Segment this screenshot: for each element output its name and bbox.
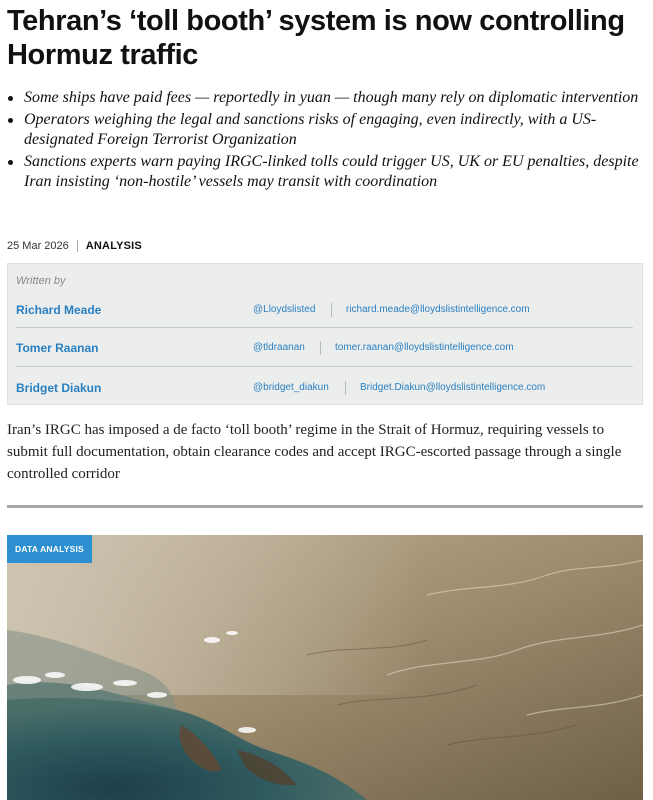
author-name[interactable]: Bridget Diakun xyxy=(16,380,102,395)
written-by-label: Written by xyxy=(16,275,66,287)
author-row xyxy=(16,290,633,329)
author-email[interactable]: richard.meade@lloydslistintelligence.com xyxy=(346,304,530,315)
author-row xyxy=(16,368,633,407)
author-twitter-handle[interactable]: @Lloydslisted xyxy=(253,304,316,315)
author-divider xyxy=(320,341,321,355)
summary-bullets xyxy=(7,88,647,194)
data-analysis-badge[interactable]: DATA ANALYSIS xyxy=(7,535,92,563)
author-divider xyxy=(345,381,346,395)
summary-bullet: Some ships have paid fees — reportedly in yuan — though many rely on diplomatic intervention xyxy=(7,88,647,108)
category-tag[interactable]: ANALYSIS xyxy=(85,240,142,252)
publish-date: 25 Mar 2026 xyxy=(7,240,69,252)
row-divider xyxy=(16,366,633,367)
section-rule xyxy=(7,505,643,508)
summary-bullet: Sanctions experts warn paying IRGC-linked tolls could trigger US, UK or EU penalties, despite Iran insisting ‘non-hostile’ vessels may transit with coordination xyxy=(7,152,647,192)
author-email[interactable]: Bridget.Diakun@lloydslistintelligence.com xyxy=(360,382,546,393)
author-row xyxy=(16,328,633,367)
author-divider xyxy=(331,303,332,317)
summary-bullet: Operators weighing the legal and sanctions risks of engaging, even indirectly, with a US-designated Foreign Terrorist Organization xyxy=(7,110,647,150)
author-name[interactable]: Richard Meade xyxy=(16,302,102,317)
headline: Tehran’s ‘toll booth’ system is now controlling Hormuz traffic xyxy=(7,5,625,71)
hero-satellite-image[interactable] xyxy=(7,535,643,800)
author-email[interactable]: tomer.raanan@lloydslistintelligence.com xyxy=(335,342,514,353)
author-twitter-handle[interactable]: @bridget_diakun xyxy=(253,382,329,393)
meta-divider xyxy=(77,240,78,252)
article-meta xyxy=(7,240,142,252)
article-lead: Iran’s IRGC has imposed a de facto ‘toll booth’ regime in the Strait of Hormuz, requiring vessels to submit full documentation, obtain clearance codes and accept IRGC-escorted passage through a single controlled corridor xyxy=(7,422,622,482)
satellite-image-art xyxy=(7,535,643,800)
author-panel xyxy=(7,263,643,405)
author-twitter-handle[interactable]: @tldraanan xyxy=(253,342,305,353)
author-name[interactable]: Tomer Raanan xyxy=(16,340,99,355)
